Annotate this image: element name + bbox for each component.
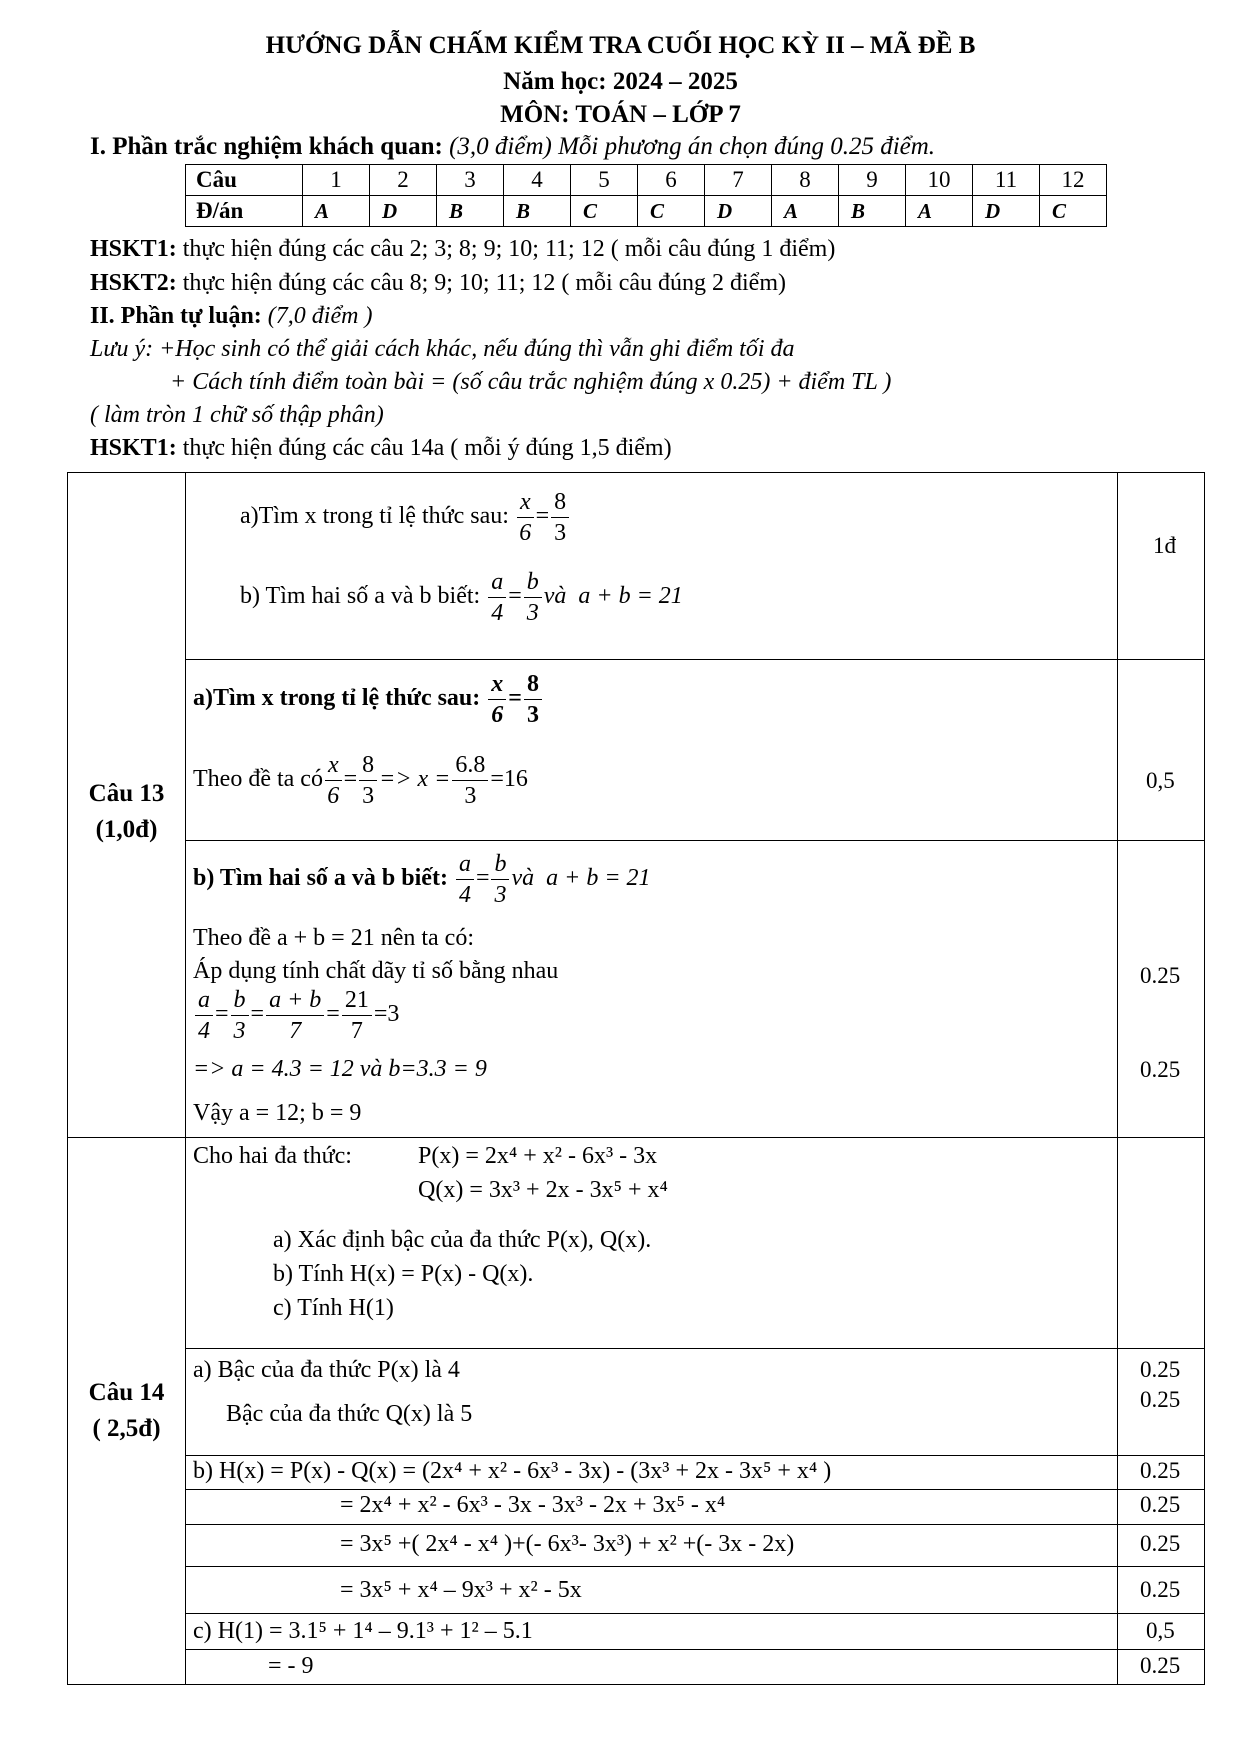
q14-score: 0.25 xyxy=(1140,1357,1181,1382)
row-divider xyxy=(185,1649,1204,1650)
q13-prompt-b-text: b) Tìm hai số a và b biết: xyxy=(240,583,481,610)
answer-cell: B xyxy=(437,196,504,227)
q13b-line-4: => a = 4.3 = 12 và b=3.3 = 9 xyxy=(193,1056,487,1082)
fraction: $\frac{a}{4}$ xyxy=(488,567,506,628)
question-number: 10 xyxy=(906,165,973,196)
q13b-line-2: Áp dụng tính chất dãy tỉ số bằng nhau xyxy=(193,958,559,984)
row-divider xyxy=(185,1566,1204,1567)
note-line-3: ( làm tròn 1 chữ số thập phân) xyxy=(90,402,384,428)
q13a-score: 0,5 xyxy=(1146,768,1175,793)
q14-score: 0.25 xyxy=(1140,1531,1181,1556)
question-13-title: Câu 13 xyxy=(88,780,165,807)
question-number: 9 xyxy=(839,165,906,196)
q13-prompt-b: b) Tìm hai số a và b biết: $\frac{a}{4}$ = $\frac{b}{3}$ và a + b = 21 xyxy=(240,569,683,626)
question-number: 6 xyxy=(638,165,705,196)
q13b-score-1: 0.25 xyxy=(1140,963,1181,988)
part2-note: (7,0 điểm ) xyxy=(261,303,373,329)
q14-Q-definition: Q(x) = 3x³ + 2x - 3x⁵ + x⁴ xyxy=(418,1177,668,1203)
question-number: 1 xyxy=(303,165,370,196)
question-number: 12 xyxy=(1040,165,1107,196)
question-number: 2 xyxy=(370,165,437,196)
part1-heading-line xyxy=(90,133,935,161)
question-number: 8 xyxy=(772,165,839,196)
answer-key-answer-row xyxy=(186,196,1107,227)
q13-prompt-a: a)Tìm x trong tỉ lệ thức sau: $\frac{x}{6}$ = $\frac{8}{3}$ xyxy=(240,487,571,548)
fraction: $\frac{8}{3}$ xyxy=(359,750,377,811)
question-14-title: Câu 14 xyxy=(88,1379,165,1406)
note-line-1: Lưu ý: +Học sinh có thể giải cách khác, nếu đúng thì vẫn ghi điểm tối đa xyxy=(90,336,795,362)
q14b-solution-1: b) H(x) = P(x) - Q(x) = (2x⁴ + x² - 6x³ - 3x) - (3x³ + 2x - 3x⁵ + x⁴ ) xyxy=(193,1458,832,1484)
question-number: 5 xyxy=(571,165,638,196)
fraction: $\frac{b}{3}$ xyxy=(231,985,249,1046)
fraction: $\frac{a + b}{7}$ xyxy=(266,985,324,1046)
row-divider xyxy=(185,1455,1204,1456)
fraction: $\frac{21}{7}$ xyxy=(342,985,372,1046)
q14b-solution-2: = 2x⁴ + x² - 6x³ - 3x - 3x³ - 2x + 3x⁵ - x⁴ xyxy=(340,1492,726,1518)
q14b-solution-3: = 3x⁵ +( 2x⁴ - x⁴ )+(- 6x³- 3x³) + x² +(- 3x - 2x) xyxy=(340,1531,795,1557)
question-13-points: (1,0đ) xyxy=(95,816,158,843)
q14c-solution-2: = - 9 xyxy=(268,1653,314,1679)
hskt1-label: HSKT1: xyxy=(90,236,177,262)
q14-score: 0,5 xyxy=(1146,1618,1175,1643)
fraction: $\frac{b}{3}$ xyxy=(491,849,509,910)
question-14-points: ( 2,5đ) xyxy=(92,1415,161,1442)
q13b-line-1: Theo đề a + b = 21 nên ta có: xyxy=(193,925,474,951)
q13b-line-5: Vậy a = 12; b = 9 xyxy=(193,1100,362,1126)
question-number: 7 xyxy=(705,165,772,196)
q13a-solution-head: a)Tìm x trong tỉ lệ thức sau: $\frac{x}{6}$ = $\frac{8}{3}$ xyxy=(193,669,544,730)
row-divider xyxy=(185,1613,1204,1614)
column-divider xyxy=(185,473,186,1684)
hskt2-label: HSKT2: xyxy=(90,270,177,296)
fraction: $\frac{x}{6}$ xyxy=(488,669,506,730)
answer-cell: B xyxy=(839,196,906,227)
answer-cell: A xyxy=(906,196,973,227)
question-number: 11 xyxy=(973,165,1040,196)
part1-heading: I. Phần trắc nghiệm khách quan: xyxy=(90,133,443,160)
q14-P-definition: P(x) = 2x⁴ + x² - 6x³ - 3x xyxy=(418,1143,658,1169)
subject-line: MÔN: TOÁN – LỚP 7 xyxy=(500,101,741,128)
q14b-solution-4: = 3x⁵ + x⁴ – 9x³ + x² - 5x xyxy=(340,1577,582,1603)
q14-score: 0.25 xyxy=(1140,1492,1181,1517)
answer-cell: A xyxy=(772,196,839,227)
hskt2-line xyxy=(90,270,786,297)
q14-task-c: c) Tính H(1) xyxy=(273,1295,394,1321)
q14a-solution-2: Bậc của đa thức Q(x) là 5 xyxy=(226,1401,473,1427)
row-divider xyxy=(185,1524,1204,1525)
hskt1-14a-label: HSKT1: xyxy=(90,435,177,461)
question-13-label xyxy=(68,776,185,848)
school-year: Năm học: 2024 – 2025 xyxy=(503,68,738,95)
question-number: 3 xyxy=(437,165,504,196)
fraction: $\frac{x}{6}$ xyxy=(325,750,342,811)
q14c-solution-1: c) H(1) = 3.1⁵ + 1⁴ – 9.1³ + 1² – 5.1 xyxy=(193,1618,533,1644)
part2-heading-line xyxy=(90,303,372,330)
column-divider xyxy=(1117,473,1118,1684)
answer-cell: B xyxy=(504,196,571,227)
row-divider xyxy=(185,1348,1204,1349)
row-divider xyxy=(68,1137,1204,1138)
part2-heading: II. Phần tự luận: xyxy=(90,303,262,329)
fraction: $\frac{a}{4}$ xyxy=(456,849,474,910)
fraction: $\frac{6.8}{3}$ xyxy=(452,750,488,811)
hskt1-line xyxy=(90,236,835,263)
doc-title: HƯỚNG DẪN CHẤM KIỂM TRA CUỐI HỌC KỲ II – MÃ ĐỀ B xyxy=(265,32,976,59)
q14-score: 0.25 xyxy=(1140,1387,1181,1412)
answer-key-q-label: Câu xyxy=(186,165,303,196)
hskt2-text: thực hiện đúng các câu 8; 9; 10; 11; 12 ( mỗi câu đúng 2 điểm) xyxy=(176,270,786,296)
row-divider xyxy=(185,840,1204,841)
row-divider xyxy=(185,659,1204,660)
q14-task-b: b) Tính H(x) = P(x) - Q(x). xyxy=(273,1261,534,1287)
note-line-2: + Cách tính điểm toàn bài = (số câu trắc nghiệm đúng x 0.25) + điểm TL ) xyxy=(170,369,892,395)
q14-score: 0.25 xyxy=(1140,1458,1181,1483)
fraction: $\frac{8}{3}$ xyxy=(524,669,542,730)
hskt1-text: thực hiện đúng các câu 2; 3; 8; 9; 10; 11; 12 ( mỗi câu đúng 1 điểm) xyxy=(176,236,836,262)
answer-key-a-label: Đ/án xyxy=(186,196,303,227)
question-number: 4 xyxy=(504,165,571,196)
answer-cell: C xyxy=(638,196,705,227)
q13a-solution-line: Theo đề ta có $\frac{x}{6}$ = $\frac{8}{3}$ => x = $\frac{6.8}{3}$ =16 xyxy=(193,752,528,809)
answer-cell: C xyxy=(571,196,638,227)
q14-score: 0.25 xyxy=(1140,1577,1181,1602)
q13-prompt-score: 1đ xyxy=(1153,533,1176,558)
q13-prompt-a-text: a)Tìm x trong tỉ lệ thức sau: xyxy=(240,503,509,530)
q13b-line-3: $\frac{a}{4}$ = $\frac{b}{3}$ = $\frac{a + b}{7}$ = $\frac{21}{7}$ =3 xyxy=(193,985,399,1046)
question-14-label xyxy=(68,1375,185,1447)
answer-key-question-row xyxy=(186,165,1107,196)
answer-cell: A xyxy=(303,196,370,227)
answer-cell: C xyxy=(1040,196,1107,227)
answer-key-table xyxy=(185,164,1107,227)
row-divider xyxy=(185,1489,1204,1490)
q14-task-a: a) Xác định bậc của đa thức P(x), Q(x). xyxy=(273,1227,652,1253)
hskt1-14a-text: thực hiện đúng các câu 14a ( mỗi ý đúng 1,5 điểm) xyxy=(176,435,672,461)
q13b-solution-head: b) Tìm hai số a và b biết: $\frac{a}{4}$ = $\frac{b}{3}$ và a + b = 21 xyxy=(193,851,651,908)
q14a-solution-1: a) Bậc của đa thức P(x) là 4 xyxy=(193,1357,460,1383)
hskt1-14a-line xyxy=(90,435,672,462)
q14-score: 0.25 xyxy=(1140,1653,1181,1678)
fraction: $\frac{x}{6}$ xyxy=(517,487,534,548)
answer-cell: D xyxy=(973,196,1040,227)
answer-cell: D xyxy=(705,196,772,227)
fraction: $\frac{a}{4}$ xyxy=(195,985,213,1046)
part1-note: (3,0 điểm) Mỗi phương án chọn đúng 0.25 điểm. xyxy=(449,133,936,160)
answer-cell: D xyxy=(370,196,437,227)
q13b-score-2: 0.25 xyxy=(1140,1057,1181,1082)
fraction: $\frac{b}{3}$ xyxy=(524,567,542,628)
grading-table xyxy=(67,472,1205,1685)
fraction: $\frac{8}{3}$ xyxy=(551,487,569,548)
q14-given: Cho hai đa thức: xyxy=(193,1143,352,1169)
